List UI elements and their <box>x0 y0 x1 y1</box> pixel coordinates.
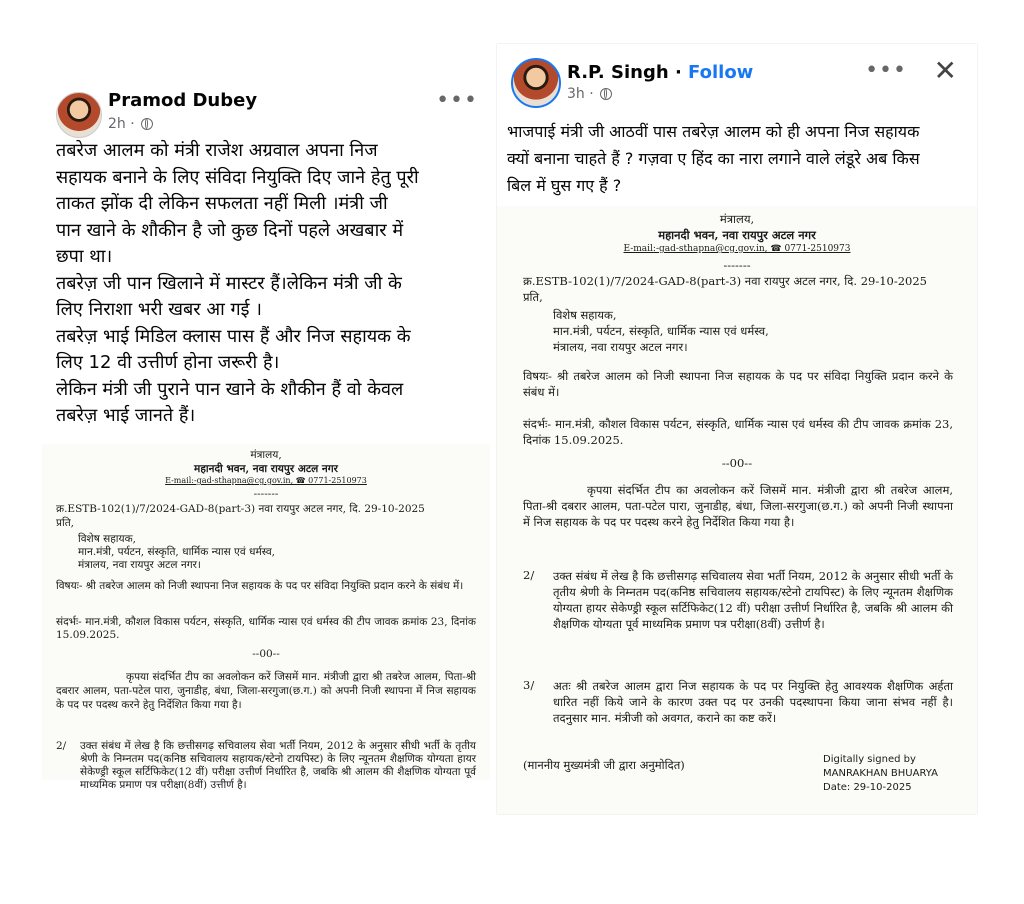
letter-para-3: अतः श्री तबरेज आलम द्वारा निज सहायक के पद पर नियुक्ति हेतु आवश्यक शैक्षणिक अर्हता धारित नहीं किये जाने के कारण उक्त पद पर उनकी पदस्थापना किया जाना संभव नहीं है। तदनुसार मान. मंत्रीजी को अवगत, कराने का कष्ट करें। <box>553 679 953 725</box>
letter-image[interactable] <box>497 206 977 814</box>
meta-separator: · <box>589 86 594 102</box>
post-header <box>42 80 490 140</box>
post-time[interactable]: 3h <box>567 86 585 102</box>
letter-to1: विशेष सहायक, <box>78 533 136 545</box>
author-name[interactable]: R.P. Singh <box>567 62 669 83</box>
post-time[interactable]: 2h <box>108 116 126 132</box>
meta-separator: · <box>130 116 135 132</box>
letter-email: E-mail:-gad-sthapna@cg.gov.in, ☎ 0771-2510973 <box>623 244 851 254</box>
globe-icon <box>141 118 153 130</box>
post-header <box>497 44 977 104</box>
letter-para-2-num: 2/ <box>523 568 535 582</box>
letter-ref: क्र.ESTB-102(1)/7/2024-GAD-8(part-3) नवा रायपुर अटल नगर, दि. 29-10-2025 <box>56 503 425 515</box>
letter-to3: मंत्रालय, नवा रायपुर अटल नगर। <box>78 559 201 571</box>
letter-signature-1: Digitally signed by <box>823 754 916 765</box>
letter-building: महानदी भवन, नवा रायपुर अटल नगर <box>658 228 816 242</box>
follow-button[interactable]: Follow <box>688 62 754 83</box>
post-text: भाजपाई मंत्री जी आठवीं पास तबरेज़ आलम को ही अपना निज सहायक क्यों बनाना चाहते हैं ? गज़वा ए हिंद का नारा लगाने वाले लंडूरे अब किस बिल में घुस गए हैं ? <box>507 122 920 195</box>
letter-ref: क्र.ESTB-102(1)/7/2024-GAD-8(part-3) नवा रायपुर अटल नगर, दि. 29-10-2025 <box>523 274 927 288</box>
post-pramod-dubey <box>42 80 490 791</box>
author-name[interactable]: Pramod Dubey <box>108 90 258 111</box>
letter-to3: मंत्रालय, नवा रायपुर अटल नगर। <box>553 340 688 354</box>
author-line <box>567 62 753 83</box>
letter-dept: मंत्रालय, <box>250 449 282 461</box>
more-options-icon[interactable]: ••• <box>865 58 907 83</box>
letter-subject: विषयः- श्री तबरेज आलम को निजी स्थापना निज सहायक के पद पर संविदा नियुक्ति प्रदान करने के संबंध में। <box>56 580 464 592</box>
letter-approval: (माननीय मुख्यमंत्री जी द्वारा अनुमोदित) <box>523 758 685 772</box>
letter-to1: विशेष सहायक, <box>553 308 617 322</box>
letter-dept: मंत्रालय, <box>719 212 755 226</box>
letter-reference: संदर्भः- मान.मंत्री, कौशल विकास पर्यटन, संस्कृति, धार्मिक न्यास एवं धर्मस्व की टीप जावक क्रमांक 23, दिनांक 15.09.2025. <box>523 417 953 447</box>
avatar[interactable] <box>511 58 561 108</box>
letter-prati: प्रति, <box>56 517 75 529</box>
letter-building: महानदी भवन, नवा रायपुर अटल नगर <box>194 463 338 475</box>
letter-para-2: उक्त संबंध में लेख है कि छत्तीसगढ़ सचिवालय सेवा भर्ती नियम, 2012 के अनुसार सीधी भर्ती के तृतीय श्रेणी के निम्नतम पद(कनिष्ठ सचिवालय सहायक/स्टेनो टायपिस्ट) के लिए न्यूनतम शैक्षणिक योग्यता हायर सेकेण्ड्री स्कूल सर्टिफिकेट(12 वीं) परीक्षा उत्तीर्ण निर्धारित है, जबकि श्री आलम की शैक्षणिक योग्यता पूर्व माध्यमिक प्रमाण पत्र परीक्षा(8वीं) उत्तीर्ण है। <box>553 569 953 631</box>
post-text: तबरेज आलम को मंत्री राजेश अग्रवाल अपना निज सहायक बनाने के लिए संविदा नियुक्ति दिए जाने हेतु पूरी ताकत झोंक दी लेकिन सफलता नहीं मिली ।मंत्री जी पान खाने के शौकीन है जो कुछ दिनों पहले अखबार में छपा था। तबरेज़ जी पान खिलाने में मास्टर हैं।लेकिन मंत्री जी के लिए निराशा भरी खबर आ गई । तबरेज़ भाई मिडिल क्लास पास हैं और निज सहायक के लिए 12 वी उत्तीर्ण होना जरूरी है। लेकिन मंत्री जी पुराने पान खाने के शौकीन हैं वो केवल तबरेज़ भाई जानते हैं। <box>56 140 419 426</box>
avatar[interactable] <box>56 92 102 138</box>
letter-para-2-num: 2/ <box>56 740 67 752</box>
letter-signature-2: MANRAKHAN BHUARYA <box>823 768 938 779</box>
letter-para-3-num: 3/ <box>523 678 535 692</box>
letter-para-1: कृपया संदर्भित टीप का अवलोकन करें जिसमें मान. मंत्रीजी द्वारा श्री तबरेज आलम, पिता-श्री दबरार आलम, पता-पटेल पारा, जुनाडीह, बंधा, जिला-सरगुजा(छ.ग.) को अपनी निजी स्थापना में निज सहायक के पद पर पदस्थ करने हेतु निर्देशित किया गया है। <box>56 671 476 711</box>
letter-signature-3: Date: 29-10-2025 <box>823 782 912 793</box>
letter-para-2: उक्त संबंध में लेख है कि छत्तीसगढ़ सचिवालय सेवा भर्ती नियम, 2012 के अनुसार सीधी भर्ती के तृतीय श्रेणी के निम्नतम पद(कनिष्ठ सचिवालय सहायक/स्टेनो टायपिस्ट) के लिए न्यूनतम शैक्षणिक योग्यता हायर सेकेण्ड्री स्कूल सर्टिफिकेट(12 वीं) परीक्षा उत्तीर्ण निर्धारित है, जबकि श्री आलम की शैक्षणिक योग्यता पूर्व माध्यमिक प्रमाण पत्र परीक्षा(8वीं) उत्तीर्ण है। <box>80 740 476 791</box>
letter-para-1: कृपया संदर्भित टीप का अवलोकन करें जिसमें मान. मंत्रीजी द्वारा श्री तबरेज आलम, पिता-श्री दबरार आलम, पता-पटेल पारा, जुनाडीह, बंधा, जिला-सरगुजा(छ.ग.) को अपनी निजी स्थापना में निज सहायक के पद पर पदस्थ करने हेतु निर्देशित किया गया है। <box>523 483 953 529</box>
more-options-icon[interactable]: ••• <box>436 88 478 113</box>
letter-to2: मान.मंत्री, पर्यटन, संस्कृति, धार्मिक न्यास एवं धर्मस्व, <box>78 546 276 558</box>
letter-mid: --00-- <box>252 648 280 660</box>
globe-icon <box>600 88 612 100</box>
letter-image[interactable] <box>42 444 490 791</box>
letter-reference: संदर्भः- मान.मंत्री, कौशल विकास पर्यटन, संस्कृति, धार्मिक न्यास एवं धर्मस्व की टीप जावक क्रमांक 23, दिनांक 15.09.2025. <box>56 616 476 641</box>
letter-rule: ------- <box>253 488 279 500</box>
name-dot: · <box>668 62 689 83</box>
letter-mid: --00-- <box>721 456 753 470</box>
letter-subject: विषयः- श्री तबरेज आलम को निजी स्थापना निज सहायक के पद पर संविदा नियुक्ति प्रदान करने के संबंध में। <box>523 369 953 399</box>
letter-rule: ------- <box>723 258 751 272</box>
post-meta <box>567 86 612 102</box>
post-meta <box>108 116 153 132</box>
post-rp-singh <box>497 44 977 814</box>
letter-prati: प्रति, <box>523 290 543 304</box>
close-icon[interactable]: ✕ <box>933 54 957 87</box>
letter-to2: मान.मंत्री, पर्यटन, संस्कृति, धार्मिक न्यास एवं धर्मस्व, <box>553 324 769 338</box>
letter-email: E-mail:-gad-sthapna@cg.gov.in, ☎ 0771-2510973 <box>165 476 367 485</box>
